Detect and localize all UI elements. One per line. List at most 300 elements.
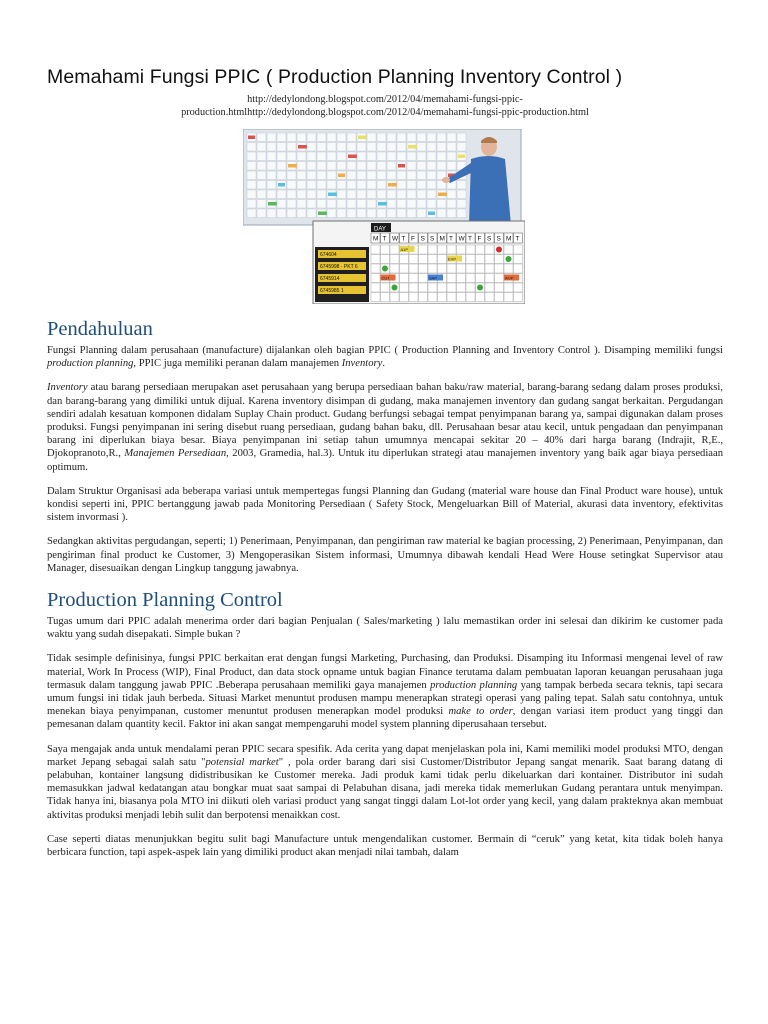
board-cell — [247, 162, 256, 171]
day-header-label: W — [458, 235, 465, 243]
board-cell — [427, 181, 436, 190]
board-cell — [327, 162, 336, 171]
board-cell — [417, 143, 426, 152]
schedule-cell — [419, 274, 428, 283]
schedule-dot — [496, 247, 502, 253]
section-heading: Pendahuluan — [47, 318, 153, 340]
board-cell — [257, 200, 266, 209]
board-cell — [337, 143, 346, 152]
board-cell — [457, 209, 466, 218]
day-header-label: T — [449, 235, 453, 243]
paragraph-text: , dengan variasi item product yang tinggi dan pemesanan dalam quantity kecil. Faktor ini akan sangat mempengaruhi model system planning diperusahaan tersebut. — [47, 706, 723, 731]
board-cell — [407, 162, 416, 171]
schedule-cell — [381, 283, 390, 292]
board-cell — [387, 171, 396, 180]
board-cell — [397, 171, 406, 180]
schedule-cell — [400, 293, 409, 302]
schedule-cell — [371, 293, 380, 302]
board-cell — [347, 162, 356, 171]
row-label-text: 6745998 · PKT 6 — [320, 264, 358, 270]
paragraph-text: , 2003, Gramedia, hal.3). Untuk itu diperlukan strategi atau manajemen inventory yang baik agar biaya persediaan optimum. — [47, 448, 723, 473]
day-header-label: M — [373, 235, 379, 243]
schedule-cell — [476, 245, 485, 254]
board-cell — [247, 143, 256, 152]
body-paragraph — [47, 833, 723, 859]
schedule-cell — [495, 264, 504, 273]
board-cell — [377, 133, 386, 142]
schedule-cell — [371, 255, 380, 264]
board-cell — [337, 190, 346, 199]
board-cell — [247, 190, 256, 199]
board-cell — [317, 171, 326, 180]
board-cell — [337, 200, 346, 209]
board-cell — [257, 152, 266, 161]
schedule-cell — [504, 283, 513, 292]
board-cell — [357, 190, 366, 199]
schedule-cell — [400, 283, 409, 292]
planning-board-photo — [243, 129, 525, 304]
board-card — [338, 174, 345, 178]
schedule-cell — [381, 255, 390, 264]
board-cell — [327, 171, 336, 180]
board-cell — [297, 162, 306, 171]
board-cell — [437, 200, 446, 209]
board-cell — [327, 143, 336, 152]
day-header-label: T — [401, 235, 406, 243]
board-cell — [327, 209, 336, 218]
board-cell — [377, 171, 386, 180]
board-cell — [327, 181, 336, 190]
paragraph-text: Dalam Struktur Organisasi ada beberapa variasi untuk mempertegas fungsi Planning dan Gudang (material ware house dan Final Product ware house), untuk kondisi seperti ini, PPIC bertanggung jawab pada Monitoring Persediaan ( Safety Stock, Mengeluarkan Bill of Material, akurasi data inventory, efektivitas sistem invormasi ). — [47, 485, 723, 524]
board-cell — [257, 190, 266, 199]
paragraph-text: . — [382, 358, 385, 370]
board-cell — [457, 181, 466, 190]
board-cell — [287, 181, 296, 190]
board-cell — [257, 133, 266, 142]
board-cell — [247, 209, 256, 218]
schedule-cell — [409, 264, 418, 273]
schedule-cell — [419, 264, 428, 273]
schedule-cell — [419, 283, 428, 292]
board-cell — [397, 152, 406, 161]
schedule-cell — [438, 283, 447, 292]
board-cell — [417, 181, 426, 190]
schedule-cell — [447, 274, 456, 283]
board-cell — [247, 200, 256, 209]
schedule-cell — [457, 245, 466, 254]
board-cell — [317, 152, 326, 161]
board-cell — [417, 162, 426, 171]
schedule-cell — [428, 283, 437, 292]
board-cell — [427, 200, 436, 209]
schedule-cell — [390, 293, 399, 302]
board-cell — [287, 171, 296, 180]
schedule-cell — [381, 293, 390, 302]
board-cell — [267, 209, 276, 218]
document-title: Memahami Fungsi PPIC ( Production Planning Inventory Control ) — [47, 66, 623, 88]
schedule-cell — [485, 245, 494, 254]
paragraph-text: Sedangkan aktivitas pergudangan, seperti; 1) Penerimaan, Penyimpanan, dan pengiriman raw material ke bagian processing, 2) Penerimaan, Penyimpanan, dan pengiriman final product ke Customer, 3) Mengoperasikan Sistem informasi, Umumnya dibawah kendali Head Were House setingkat Supervisor atau Manager, disesuaikan dengan Lingkup tanggung jawabnya. — [47, 536, 723, 574]
schedule-cell — [485, 293, 494, 302]
board-cell — [347, 143, 356, 152]
day-header-label: M — [439, 235, 445, 243]
schedule-cell — [371, 264, 380, 273]
schedule-cell — [485, 255, 494, 264]
schedule-cell — [381, 245, 390, 254]
board-cell — [317, 133, 326, 142]
day-header-label: F — [477, 235, 482, 243]
source-url-line-1[interactable]: http://dedylondong.blogspot.com/2012/04/memahami-fungsi-ppic- — [247, 94, 523, 105]
board-cell — [327, 133, 336, 142]
week-label: DAY — [374, 226, 386, 233]
board-cell — [457, 133, 466, 142]
schedule-cell — [371, 245, 380, 254]
board-cell — [357, 143, 366, 152]
schedule-cell — [514, 245, 523, 254]
board-cell — [447, 152, 456, 161]
paragraph-text: " , pola order barang dari sisi Customer/Distributor Jepang sangat menarik. Saat barang datang di pelabuhan, kontainer langsung didistribusikan ke Customer mereka. Jadi produk kami tidak perlu dikeluarkan dari kontainer. Distributor ini sudah memasukkan jadwal kedatangan atau bongkar muat saat sampai di Pelabuhan disana, jadi mereka tidak memerlukan Gudang perantara untuk menyimpan. Tidak hanya ini, biasanya pola MTO ini diikuti oleh variasi product yang sangat tinggi dalam Lot-lot order yang kecil, yang dalam prakteknya akan membuat aktivitas produksi menjadi lebih sulit dan berpotensi menaikkan cost. — [47, 756, 723, 821]
board-cell — [307, 162, 316, 171]
schedule-cell — [371, 283, 380, 292]
schedule-cell — [485, 264, 494, 273]
board-cell — [357, 209, 366, 218]
schedule-cell — [438, 264, 447, 273]
schedule-cell — [466, 274, 475, 283]
board-cell — [267, 152, 276, 161]
board-cell — [297, 190, 306, 199]
board-cell — [357, 171, 366, 180]
schedule-cell — [390, 255, 399, 264]
board-cell — [287, 143, 296, 152]
board-cell — [257, 143, 266, 152]
schedule-cell — [457, 283, 466, 292]
board-cell — [347, 209, 356, 218]
board-cell — [447, 133, 456, 142]
schedule-tag-label: AOP — [505, 275, 514, 281]
row-label-text: 6745914 — [320, 276, 340, 282]
board-cell — [307, 190, 316, 199]
board-cell — [317, 143, 326, 152]
board-cell — [397, 209, 406, 218]
schedule-cell — [485, 274, 494, 283]
board-cell — [407, 133, 416, 142]
board-cell — [427, 162, 436, 171]
board-cell — [277, 171, 286, 180]
board-cell — [387, 152, 396, 161]
schedule-cell — [476, 255, 485, 264]
board-cell — [447, 162, 456, 171]
board-cell — [347, 133, 356, 142]
board-cell — [357, 162, 366, 171]
board-cell — [457, 200, 466, 209]
paragraph-italic-text: make to order — [448, 706, 513, 718]
board-cell — [307, 200, 316, 209]
paragraph-text: Tugas umum dari PPIC adalah menerima order dari bagian Penjualan ( Sales/marketing ) lalu memastikan order ini selesai dan dikirim ke customer pada waktu yang sudah disepakati. Simple bukan ? — [47, 616, 723, 641]
board-cell — [347, 190, 356, 199]
board-cell — [437, 143, 446, 152]
board-cell — [287, 133, 296, 142]
schedule-cell — [476, 264, 485, 273]
board-cell — [287, 190, 296, 199]
schedule-cell — [409, 255, 418, 264]
schedule-cell — [447, 245, 456, 254]
board-cell — [447, 200, 456, 209]
board-cell — [337, 209, 346, 218]
schedule-cell — [447, 264, 456, 273]
board-cell — [277, 162, 286, 171]
board-cell — [417, 200, 426, 209]
schedule-cell — [495, 283, 504, 292]
day-header-label: T — [515, 235, 520, 243]
board-cell — [357, 200, 366, 209]
board-cell — [427, 143, 436, 152]
board-cell — [377, 152, 386, 161]
board-cell — [417, 133, 426, 142]
board-cell — [367, 152, 376, 161]
board-cell — [437, 162, 446, 171]
source-url-line-2[interactable]: production.htmlhttp://dedylondong.blogspot.com/2012/04/memahami-fungsi-ppic-production.html — [181, 107, 589, 118]
document-page — [47, 66, 723, 870]
board-cell — [307, 143, 316, 152]
body-paragraph — [47, 535, 723, 575]
paragraph-italic-text: potensial market — [205, 756, 279, 768]
board-cell — [307, 133, 316, 142]
body-paragraph — [47, 615, 723, 641]
board-cell — [407, 152, 416, 161]
board-cell — [447, 190, 456, 199]
board-cell — [267, 143, 276, 152]
board-cell — [257, 162, 266, 171]
board-cell — [307, 171, 316, 180]
board-cell — [277, 200, 286, 209]
board-cell — [317, 200, 326, 209]
board-cell — [347, 181, 356, 190]
board-cell — [307, 152, 316, 161]
schedule-cell — [409, 274, 418, 283]
board-cell — [427, 190, 436, 199]
board-card — [428, 212, 435, 216]
board-cell — [347, 200, 356, 209]
schedule-cell — [514, 283, 523, 292]
schedule-cell — [419, 255, 428, 264]
board-cell — [377, 181, 386, 190]
board-cell — [367, 133, 376, 142]
planning-board-illustration — [243, 129, 525, 304]
schedule-cell — [514, 293, 523, 302]
board-cell — [377, 190, 386, 199]
board-cell — [307, 181, 316, 190]
board-cell — [407, 181, 416, 190]
paragraph-text: atau barang persediaan merupakan aset perusahaan yang berupa persediaan bahan baku/raw material, barang-barang sedang dalam proses produksi, dan barang-barang yang dimiliki untuk dijual. Karena inventory disimpan di gudang, maka manajemen inventory dan gudang sangat berkaitan. Pergudangan sendiri adalah kesatuan komponen didalam Suplay Chain product. Gudang berfungsi sebagai tempat penyimpanan barang ya, sampai digunakan dalam proses produksi. Fungsi penyimpanan ini sering disebut ruang persediaan, gudang bahan baku, dll. Perusahaan besar atau kecil, untuk pengadaan dan penyimpanan barang ini diperlukan biaya besar. Biaya penyimpanan ini setiap tahun umumnya mencapai sekitar 20 – 40% dari harga barang (Indrajit, R,E., Djokopranoto,R., — [47, 382, 723, 460]
schedule-cell — [409, 283, 418, 292]
board-cell — [267, 190, 276, 199]
schedule-cell — [438, 255, 447, 264]
board-card — [458, 155, 465, 159]
board-cell — [447, 143, 456, 152]
board-cell — [367, 209, 376, 218]
schedule-cell — [447, 293, 456, 302]
schedule-cell — [409, 293, 418, 302]
source-url[interactable] — [47, 93, 723, 119]
board-cell — [287, 200, 296, 209]
schedule-cell — [466, 283, 475, 292]
board-cell — [297, 181, 306, 190]
board-cell — [437, 209, 446, 218]
board-cell — [287, 152, 296, 161]
schedule-cell — [504, 245, 513, 254]
board-cell — [387, 190, 396, 199]
schedule-dot — [506, 256, 512, 262]
board-cell — [257, 209, 266, 218]
schedule-cell — [514, 255, 523, 264]
schedule-tag-label: A1P — [400, 247, 409, 252]
schedule-cell — [476, 293, 485, 302]
board-cell — [277, 152, 286, 161]
day-header-label: T — [468, 235, 472, 243]
board-cell — [247, 181, 256, 190]
board-cell — [417, 171, 426, 180]
schedule-cell — [390, 245, 399, 254]
board-cell — [377, 209, 386, 218]
board-cell — [387, 133, 396, 142]
board-cell — [447, 209, 456, 218]
paragraph-italic-text: production planning — [47, 358, 134, 370]
board-cell — [267, 133, 276, 142]
paragraph-text: Fungsi Planning dalam perusahaan (manufacture) dijalankan oleh bagian PPIC ( Production Planning and Inventory Control ). Disamping memiliki fungsi — [47, 345, 723, 356]
board-cell — [387, 200, 396, 209]
schedule-cell — [400, 274, 409, 283]
paragraph-italic-text: Inventory — [47, 382, 88, 394]
row-label-text: 6745985 1 — [320, 288, 344, 294]
schedule-cell — [504, 264, 513, 273]
board-cell — [397, 190, 406, 199]
paragraph-text: Tidak sesimple definisinya, fungsi PPIC berkaitan erat dengan fungsi Marketing, Purchasing, dan Produksi. Disamping itu Informasi mengenai level of raw material, Work In Process (WIP), Final Product, dan data stock opname untuk bagian Finance terutama dalam pembuatan laporan keuangan perusahaan juga termasuk dalam tanggung jawab PPIC .Beberapa perusahaan memiliki gaya manajemen — [47, 653, 723, 691]
body-paragraph — [47, 652, 723, 731]
board-cell — [337, 133, 346, 142]
board-cell — [257, 171, 266, 180]
board-cell — [297, 152, 306, 161]
board-cell — [297, 200, 306, 209]
schedule-cell — [438, 293, 447, 302]
board-cell — [377, 162, 386, 171]
paragraph-text: , PPIC juga memiliki peranan dalam manajemen — [133, 358, 342, 370]
board-cell — [327, 200, 336, 209]
schedule-cell — [428, 293, 437, 302]
schedule-cell — [457, 274, 466, 283]
schedule-cell — [390, 264, 399, 273]
board-cell — [387, 209, 396, 218]
board-cell — [407, 209, 416, 218]
schedule-cell — [419, 245, 428, 254]
row-label-text: 674604 — [320, 252, 337, 258]
paragraph-text: yang tampak berbeda secara teknis, tapi secara umum fungsi ini tidak jauh berbeda. Situasi Market menuntut produsen mampu menerapkan strategi operasi yang paling tepat. Salah satu contohnya, untuk menekan biaya penyimpanan, customer menuntut produsen menerapkan model produksi — [47, 679, 723, 718]
section-heading: Production Planning Control — [47, 589, 283, 612]
board-cell — [367, 190, 376, 199]
board-cell — [247, 152, 256, 161]
schedule-cell — [457, 293, 466, 302]
schedule-cell — [447, 283, 456, 292]
schedule-cell — [428, 255, 437, 264]
paragraph-italic-text: Inventory — [341, 358, 383, 370]
schedule-cell — [400, 264, 409, 273]
schedule-cell — [400, 255, 409, 264]
schedule-cell — [457, 264, 466, 273]
board-cell — [337, 152, 346, 161]
schedule-dot — [477, 285, 483, 291]
schedule-cell — [514, 264, 523, 273]
day-header-label: T — [382, 235, 387, 243]
board-cell — [437, 133, 446, 142]
board-cell — [387, 143, 396, 152]
board-cell — [427, 152, 436, 161]
board-cell — [277, 209, 286, 218]
board-cell — [267, 162, 276, 171]
board-cell — [457, 190, 466, 199]
schedule-cell — [438, 245, 447, 254]
schedule-cell — [476, 274, 485, 283]
schedule-cell — [495, 255, 504, 264]
board-card — [278, 183, 285, 187]
body-paragraph — [47, 381, 723, 473]
board-cell — [317, 162, 326, 171]
board-card — [398, 164, 405, 168]
board-cell — [267, 181, 276, 190]
board-cell — [347, 171, 356, 180]
board-cell — [407, 200, 416, 209]
body-paragraph — [47, 485, 723, 525]
board-cell — [297, 133, 306, 142]
board-cell — [367, 200, 376, 209]
board-cell — [337, 181, 346, 190]
day-header-label: M — [506, 235, 512, 243]
board-cell — [337, 162, 346, 171]
article-body — [47, 318, 723, 859]
day-header-label: S — [496, 235, 501, 243]
board-cell — [427, 171, 436, 180]
schedule-tag-label: SAP — [429, 275, 438, 281]
board-cell — [367, 181, 376, 190]
day-header-label: S — [420, 235, 425, 243]
schedule-cell — [428, 264, 437, 273]
board-cell — [417, 190, 426, 199]
paragraph-italic-text: production planning — [430, 679, 518, 691]
board-cell — [277, 133, 286, 142]
body-paragraph — [47, 743, 723, 822]
schedule-cell — [495, 274, 504, 283]
board-cell — [427, 133, 436, 142]
board-cell — [307, 209, 316, 218]
board-cell — [387, 162, 396, 171]
paragraph-italic-text: Manajemen Persediaan — [124, 448, 227, 460]
day-header-label: F — [411, 235, 415, 243]
board-cell — [297, 209, 306, 218]
board-cell — [397, 143, 406, 152]
schedule-cell — [419, 293, 428, 302]
paragraph-text: Case seperti diatas menunjukkan begitu sulit bagi Manufacture untuk mengendalikan customer. Bermain di “ceruk” yang ketat, kita tidak boleh hanya berbicara function, tapi aspek-aspek lain yang dimiliki product akan menjadi nilai tambah, dalam — [47, 833, 723, 859]
board-cell — [317, 181, 326, 190]
schedule-dot — [392, 285, 398, 291]
schedule-tag-label: EXP — [448, 256, 457, 262]
board-cell — [457, 143, 466, 152]
board-cell — [407, 171, 416, 180]
schedule-cell — [495, 293, 504, 302]
board-cell — [367, 162, 376, 171]
schedule-tag-label: CUT — [381, 275, 390, 281]
board-cell — [407, 190, 416, 199]
schedule-cell — [466, 245, 475, 254]
board-cell — [317, 190, 326, 199]
schedule-cell — [428, 245, 437, 254]
